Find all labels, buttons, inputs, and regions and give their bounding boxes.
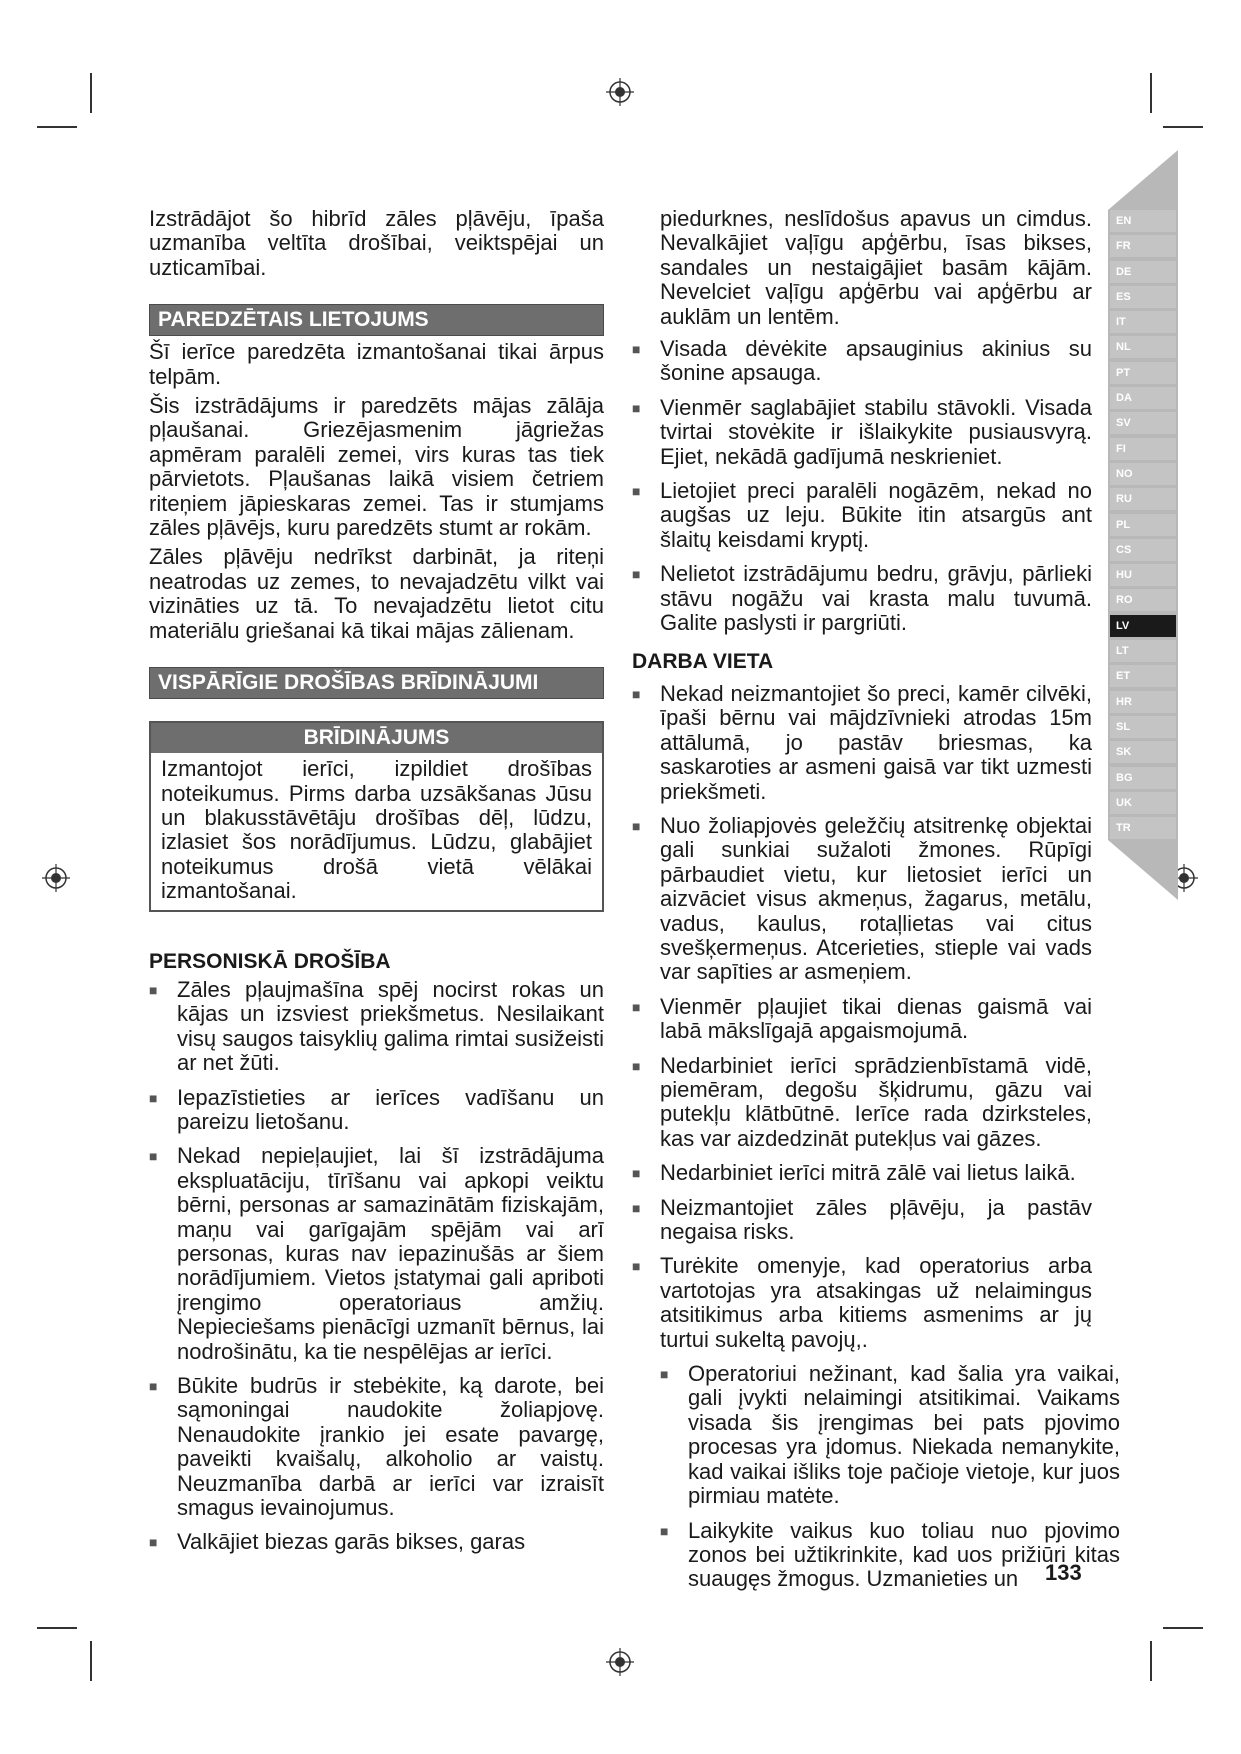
intended-use-p2: Šis izstrādājums ir paredzēts mājas zālāja pļaušanai. Griezējasmenim jāgriežas apmēram paralēli zemei, virs kuras tas tiek pārvietots. Pļaušanas laikā visiem četriem riteņiem jāpieskaras zemei. Tas ir stumjams zāles pļāvējs, kuru paredzēts stumt ar rokām. xyxy=(149,393,604,541)
list-item: ■ Lietojiet preci paralēli nogāzēm, nekad no augšas uz leju. Būkite itin atsargūs ant šlaitų keisdami kryptį. xyxy=(632,479,1092,552)
language-tab-no: NO xyxy=(1110,463,1176,485)
list-item: ■ Operatoriui nežinant, kad šalia yra vaikai, gali įvykti nelaimingi atsitikimai. Vaikams visada šis įrengimas bei pats pjovimo procesas yra įdomus. Niekada nemanykite, kad vaikai išliks toje pačioje vietoje, kur juos pirmiau matėte. xyxy=(660,1362,1120,1508)
language-tab-pl: PL xyxy=(1110,514,1176,536)
language-tab-en: EN xyxy=(1110,210,1176,232)
crop-mark xyxy=(37,1627,77,1629)
language-tab-et: ET xyxy=(1110,665,1176,687)
section-title-work-area: DARBA VIETA xyxy=(632,649,774,673)
warning-box xyxy=(149,721,604,911)
registration-mark-icon xyxy=(42,864,70,892)
work-area-list xyxy=(632,682,1092,1352)
language-tab-fi: FI xyxy=(1110,438,1176,460)
right-column xyxy=(632,206,1120,1602)
language-tab-da: DA xyxy=(1110,387,1176,409)
section-title-intended-use: PAREDZĒTAIS LIETOJUMS xyxy=(149,304,604,336)
language-tab-sk: SK xyxy=(1110,741,1176,763)
language-tab-pt: PT xyxy=(1110,362,1176,384)
intro-text: Izstrādājot šo hibrīd zāles pļāvēju, īpaša uzmanība veltīta drošībai, veiktspējai un uzticamībai. xyxy=(149,206,604,280)
crop-mark xyxy=(1163,1627,1203,1629)
list-item: ■ Vienmēr pļaujiet tikai dienas gaismā vai labā mākslīgajā apgaismojumā. xyxy=(632,995,1092,1044)
language-tab-ru: RU xyxy=(1110,488,1176,510)
continuation-text: piedurknes, neslīdošus apavus un cimdus. Nevalkājiet vaļīgu apģērbu, īsas bikses, sandales un nestaigājiet basām kājām. Nevelciet vaļīgu apģērbu vai apģērbu ar auklām un lentēm. xyxy=(660,206,1092,329)
crop-mark xyxy=(1150,1641,1152,1681)
language-tab-sl: SL xyxy=(1110,716,1176,738)
personal-safety-list xyxy=(149,978,604,1555)
language-tab-fr: FR xyxy=(1110,235,1176,257)
language-tab-ro: RO xyxy=(1110,589,1176,611)
list-item: ■ Nuo žoliapjovės geležčių atsitrenkę objektai gali sunkiai sužaloti žmones. Rūpīgi pārbaudiet vietu, kur lietosiet ierīci un aizvāciet visus akmeņus, žagarus, metālu, vadus, kaulus, rotaļlietas vai citus svešķermeņus. Atcerieties, stieple vai vads var sapīties ar asmeņiem. xyxy=(632,814,1092,985)
language-tab-sv: SV xyxy=(1110,412,1176,434)
language-tab-cs: CS xyxy=(1110,539,1176,561)
section-title-general-safety: VISPĀRĪGIE DROŠĪBAS BRĪDINĀJUMI xyxy=(149,667,604,699)
section-title-personal-safety: PERSONISKĀ DROŠĪBA xyxy=(149,949,391,973)
language-tab-es: ES xyxy=(1110,286,1176,308)
language-tab-de: DE xyxy=(1110,261,1176,283)
crop-mark xyxy=(1150,73,1152,113)
crop-mark xyxy=(90,1641,92,1681)
language-tab-uk: UK xyxy=(1110,792,1176,814)
list-item: ■ Zāles pļaujmašīna spēj nocirst rokas un kājas un izsviest priekšmetus. Nesilaikant visų saugos taisyklių galima rimtai susižeisti ar net žūti. xyxy=(149,978,604,1076)
list-item: ■ Laikykite vaikus kuo toliau nuo pjovimo zonos bei užtikrinkite, kad uos prižiūri kitas suaugęs žmogus. Uzmanieties un xyxy=(660,1519,1120,1592)
list-item: ■ Nekad neizmantojiet šo preci, kamēr cilvēki, īpaši bērnu vai mājdzīvnieki atrodas 15m attālumā, jo pastāv briesmas, ka saskaroties ar asmeni gaisā var tikt uzmesti priekšmeti. xyxy=(632,682,1092,804)
registration-mark-icon xyxy=(606,1648,634,1676)
intended-use-p1: Šī ierīce paredzēta izmantošanai tikai ārpus telpām. xyxy=(149,339,604,389)
crop-mark xyxy=(90,73,92,113)
language-tab-bg: BG xyxy=(1110,767,1176,789)
language-tab-nl: NL xyxy=(1110,336,1176,358)
language-tab-it: IT xyxy=(1110,311,1176,333)
list-item: ■ Turėkite omenyje, kad operatorius arba vartotojas yra atsakingas už nelaimingus atsitikimus arba kitiems asmenims ar jų turtui sukeltą pavojų,. xyxy=(632,1254,1092,1352)
list-item: ■ Nekad nepieļaujiet, lai šī izstrādājuma ekspluatāciju, tīrīšanu vai apkopi veiktu bērni, personas ar samazinātām fiziskajām, maņu vai garīgajām spējām vai arī personas, kuras nav iepazinušās ar šiem norādījumiem. Vietos įstatymai gali apriboti įrengimo operatoriaus amžių. Nepieciešams pienācīgi uzmanīt bērnus, lai nodrošinātu, ka tie nespēlējas ar ierīci. xyxy=(149,1144,604,1364)
warning-title: BRĪDINĀJUMS xyxy=(151,723,602,753)
language-tabs xyxy=(1110,210,1176,842)
page-number: 133 xyxy=(1045,1560,1082,1585)
list-item: ■ Iepazīstieties ar ierīces vadīšanu un pareizu lietošanu. xyxy=(149,1086,604,1135)
right-column-list xyxy=(632,337,1092,635)
language-tab-tr: TR xyxy=(1110,817,1176,839)
language-tab-hr: HR xyxy=(1110,691,1176,713)
warning-body: Izmantojot ierīci, izpildiet drošības noteikumus. Pirms darba uzsākšanas Jūsu un blakusstāvētāju drošības dēļ, lūdzu, izlasiet šos norādījumus. Lūdzu, glabājiet noteikumus drošā vietā vēlākai izmantošanai. xyxy=(161,756,592,904)
crop-mark xyxy=(1163,126,1203,128)
language-tab-lt: LT xyxy=(1110,640,1176,662)
work-area-indented-list xyxy=(660,1362,1120,1592)
list-item: ■ Nedarbiniet ierīci sprādzienbīstamā vidē, piemēram, degošu šķidrumu, gāzu vai putekļu klātbūtnē. Ierīce rada dzirksteles, kas var aizdedzināt putekļus vai gāzes. xyxy=(632,1054,1092,1152)
left-column xyxy=(149,207,604,1565)
list-item: ■ Visada dėvėkite apsauginius akinius su šonine apsauga. xyxy=(632,337,1092,386)
crop-mark xyxy=(37,126,77,128)
list-item: ■ Neizmantojiet zāles pļāvēju, ja pastāv negaisa risks. xyxy=(632,1196,1092,1245)
list-item: ■ Nedarbiniet ierīci mitrā zālē vai lietus laikā. xyxy=(632,1161,1092,1185)
language-tab-hu: HU xyxy=(1110,564,1176,586)
intended-use-p3: Zāles pļāvēju nedrīkst darbināt, ja riteņi neatrodas uz zemes, to nevajadzētu vilkt vai vizināties uz tā. To nevajadzētu lietot citu materiālu griešanai kā tikai mājas zālienam. xyxy=(149,544,604,643)
list-item: ■ Nelietot izstrādājumu bedru, grāvju, pārlieki stāvu nogāžu vai krasta malu tuvumā. Galite paslysti ir pargriūti. xyxy=(632,562,1092,635)
registration-mark-icon xyxy=(606,78,634,106)
list-item: ■ Valkājiet biezas garās bikses, garas xyxy=(149,1530,604,1554)
language-tab-lv: LV xyxy=(1110,615,1176,637)
list-item: ■ Vienmēr saglabājiet stabilu stāvokli. Visada tvirtai stovėkite ir išlaikykite pusiausvyrą. Ejiet, nekādā gadījumā neskrieniet. xyxy=(632,396,1092,469)
list-item: ■ Būkite budrūs ir stebėkite, ką darote, bei sąmoningai naudokite žoliapjovę. Nenaudokite įrankio jei esate pavargę, paveikti kvaišalų, alkoholio ar vaistų. Neuzmanība darbā ar ierīci var izraisīt smagus ievainojumus. xyxy=(149,1374,604,1520)
